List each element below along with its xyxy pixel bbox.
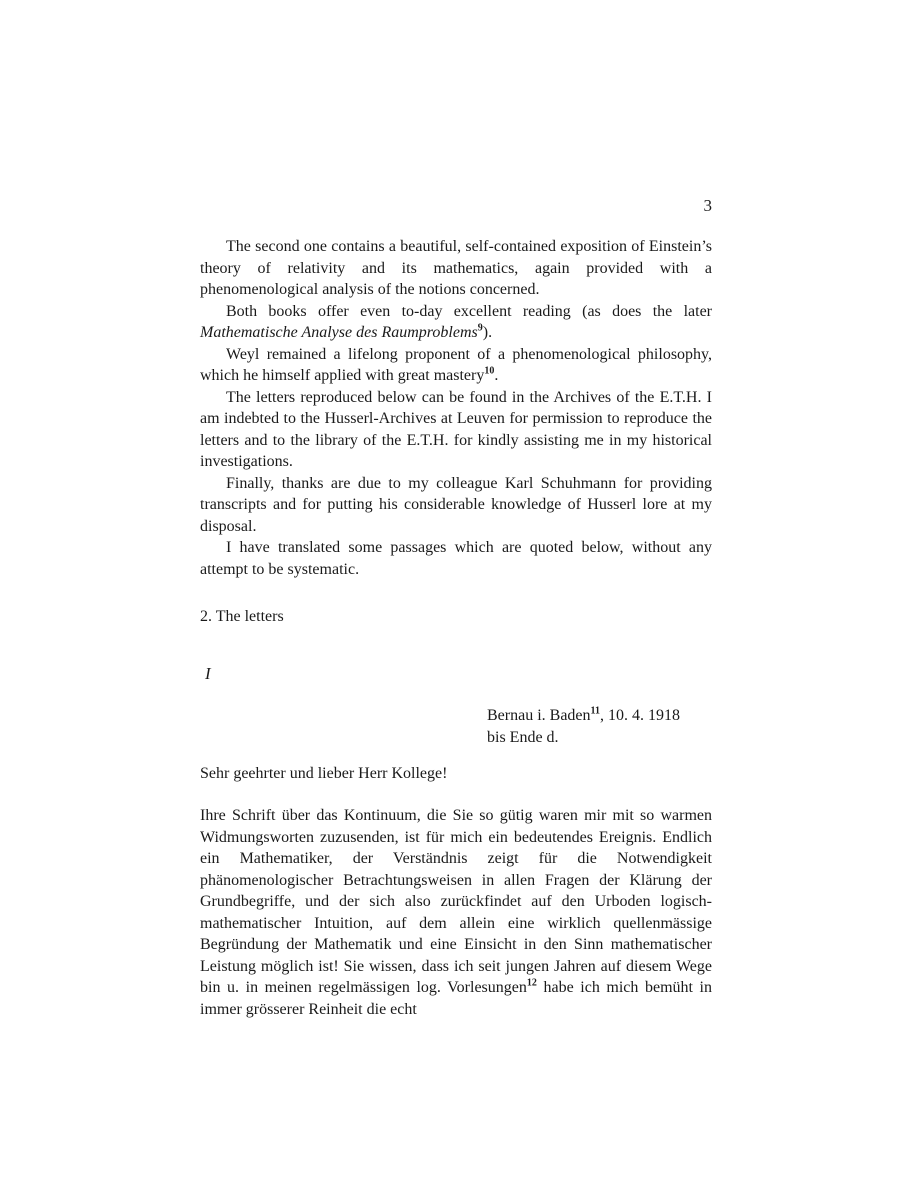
footnote-ref: 12 — [526, 977, 537, 989]
page-number: 3 — [703, 196, 712, 215]
letter-numeral: I — [205, 664, 211, 683]
dateline-line-2: bis Ende d. — [487, 728, 559, 746]
footnote-ref: 11 — [590, 705, 600, 717]
paragraph-text: Both books offer even to-day excellent reading (as does the later — [226, 302, 712, 320]
paragraph — [200, 301, 712, 344]
paragraph — [200, 344, 712, 387]
footnote-ref: 9 — [477, 322, 483, 334]
paragraph — [200, 805, 712, 1020]
paragraph-text: Weyl remained a lifelong proponent of a phenomenological philosophy, which he himself applied with great mastery — [200, 345, 712, 384]
footnote-ref: 10 — [484, 365, 495, 377]
paragraph: Finally, thanks are due to my colleague Karl Schuhmann for providing transcripts and for putting his considerable knowledge of Husserl lore at my disposal. — [200, 474, 712, 535]
letter-body — [200, 805, 712, 1020]
paragraph: The letters reproduced below can be found in the Archives of the E.T.H. I am indebted to the Husserl-Archives at Leuven for permission to reproduce the letters and to the library of the E.T.H. for kindly assisting me in my historical investigations. — [200, 388, 712, 470]
paragraph-text: ). — [482, 324, 493, 341]
letter-salutation: Sehr geehrter und lieber Herr Kollege! — [200, 765, 448, 782]
dateline-line-1 — [487, 705, 680, 727]
dateline-place: Bernau i. Baden — [487, 707, 591, 724]
paragraph: I have translated some passages which are quoted below, without any attempt to be systematic. — [200, 539, 712, 578]
dateline-date: , 10. 4. 1918 — [599, 707, 680, 724]
paragraph: The second one contains a beautiful, self-contained exposition of Einstein’s theory of relativity and its mathematics, again provided with a phenomenological analysis of the notions concerned. — [200, 238, 712, 298]
intro-text — [200, 236, 712, 580]
paragraph-text: . — [494, 367, 499, 384]
section-heading: 2. The letters — [200, 608, 284, 625]
paragraph-text: Ihre Schrift über das Kontinuum, die Sie so gütig waren mir mit so warmen Widmungsworten zuzusenden, ist für mich ein bedeutendes Ereignis. Endlich ein Mathematiker, der Verständnis zeigt für die Notwendigkeit phänomenologischer Betrachtungsweisen in allen Fragen der Klärung der Grundbegriffe, und der sich also zurückfindet auf den Urboden logisch-mathematischer Intuition, auf dem allein eine wirklich quellenmässige Begründung der Mathematik und eine Einsicht in den Sinn mathematischer Leistung möglich ist! Sie wissen, dass ich seit jungen Jahren auf diesem Wege bin u. in meinen regelmässigen log. Vorlesungen — [200, 807, 712, 996]
book-title: Mathematische Analyse des Raumproblems — [200, 324, 478, 341]
paragraph-text: habe ich mich bemüht in immer grösserer Reinheit die echt — [200, 979, 713, 1018]
letter-dateline — [487, 705, 680, 748]
